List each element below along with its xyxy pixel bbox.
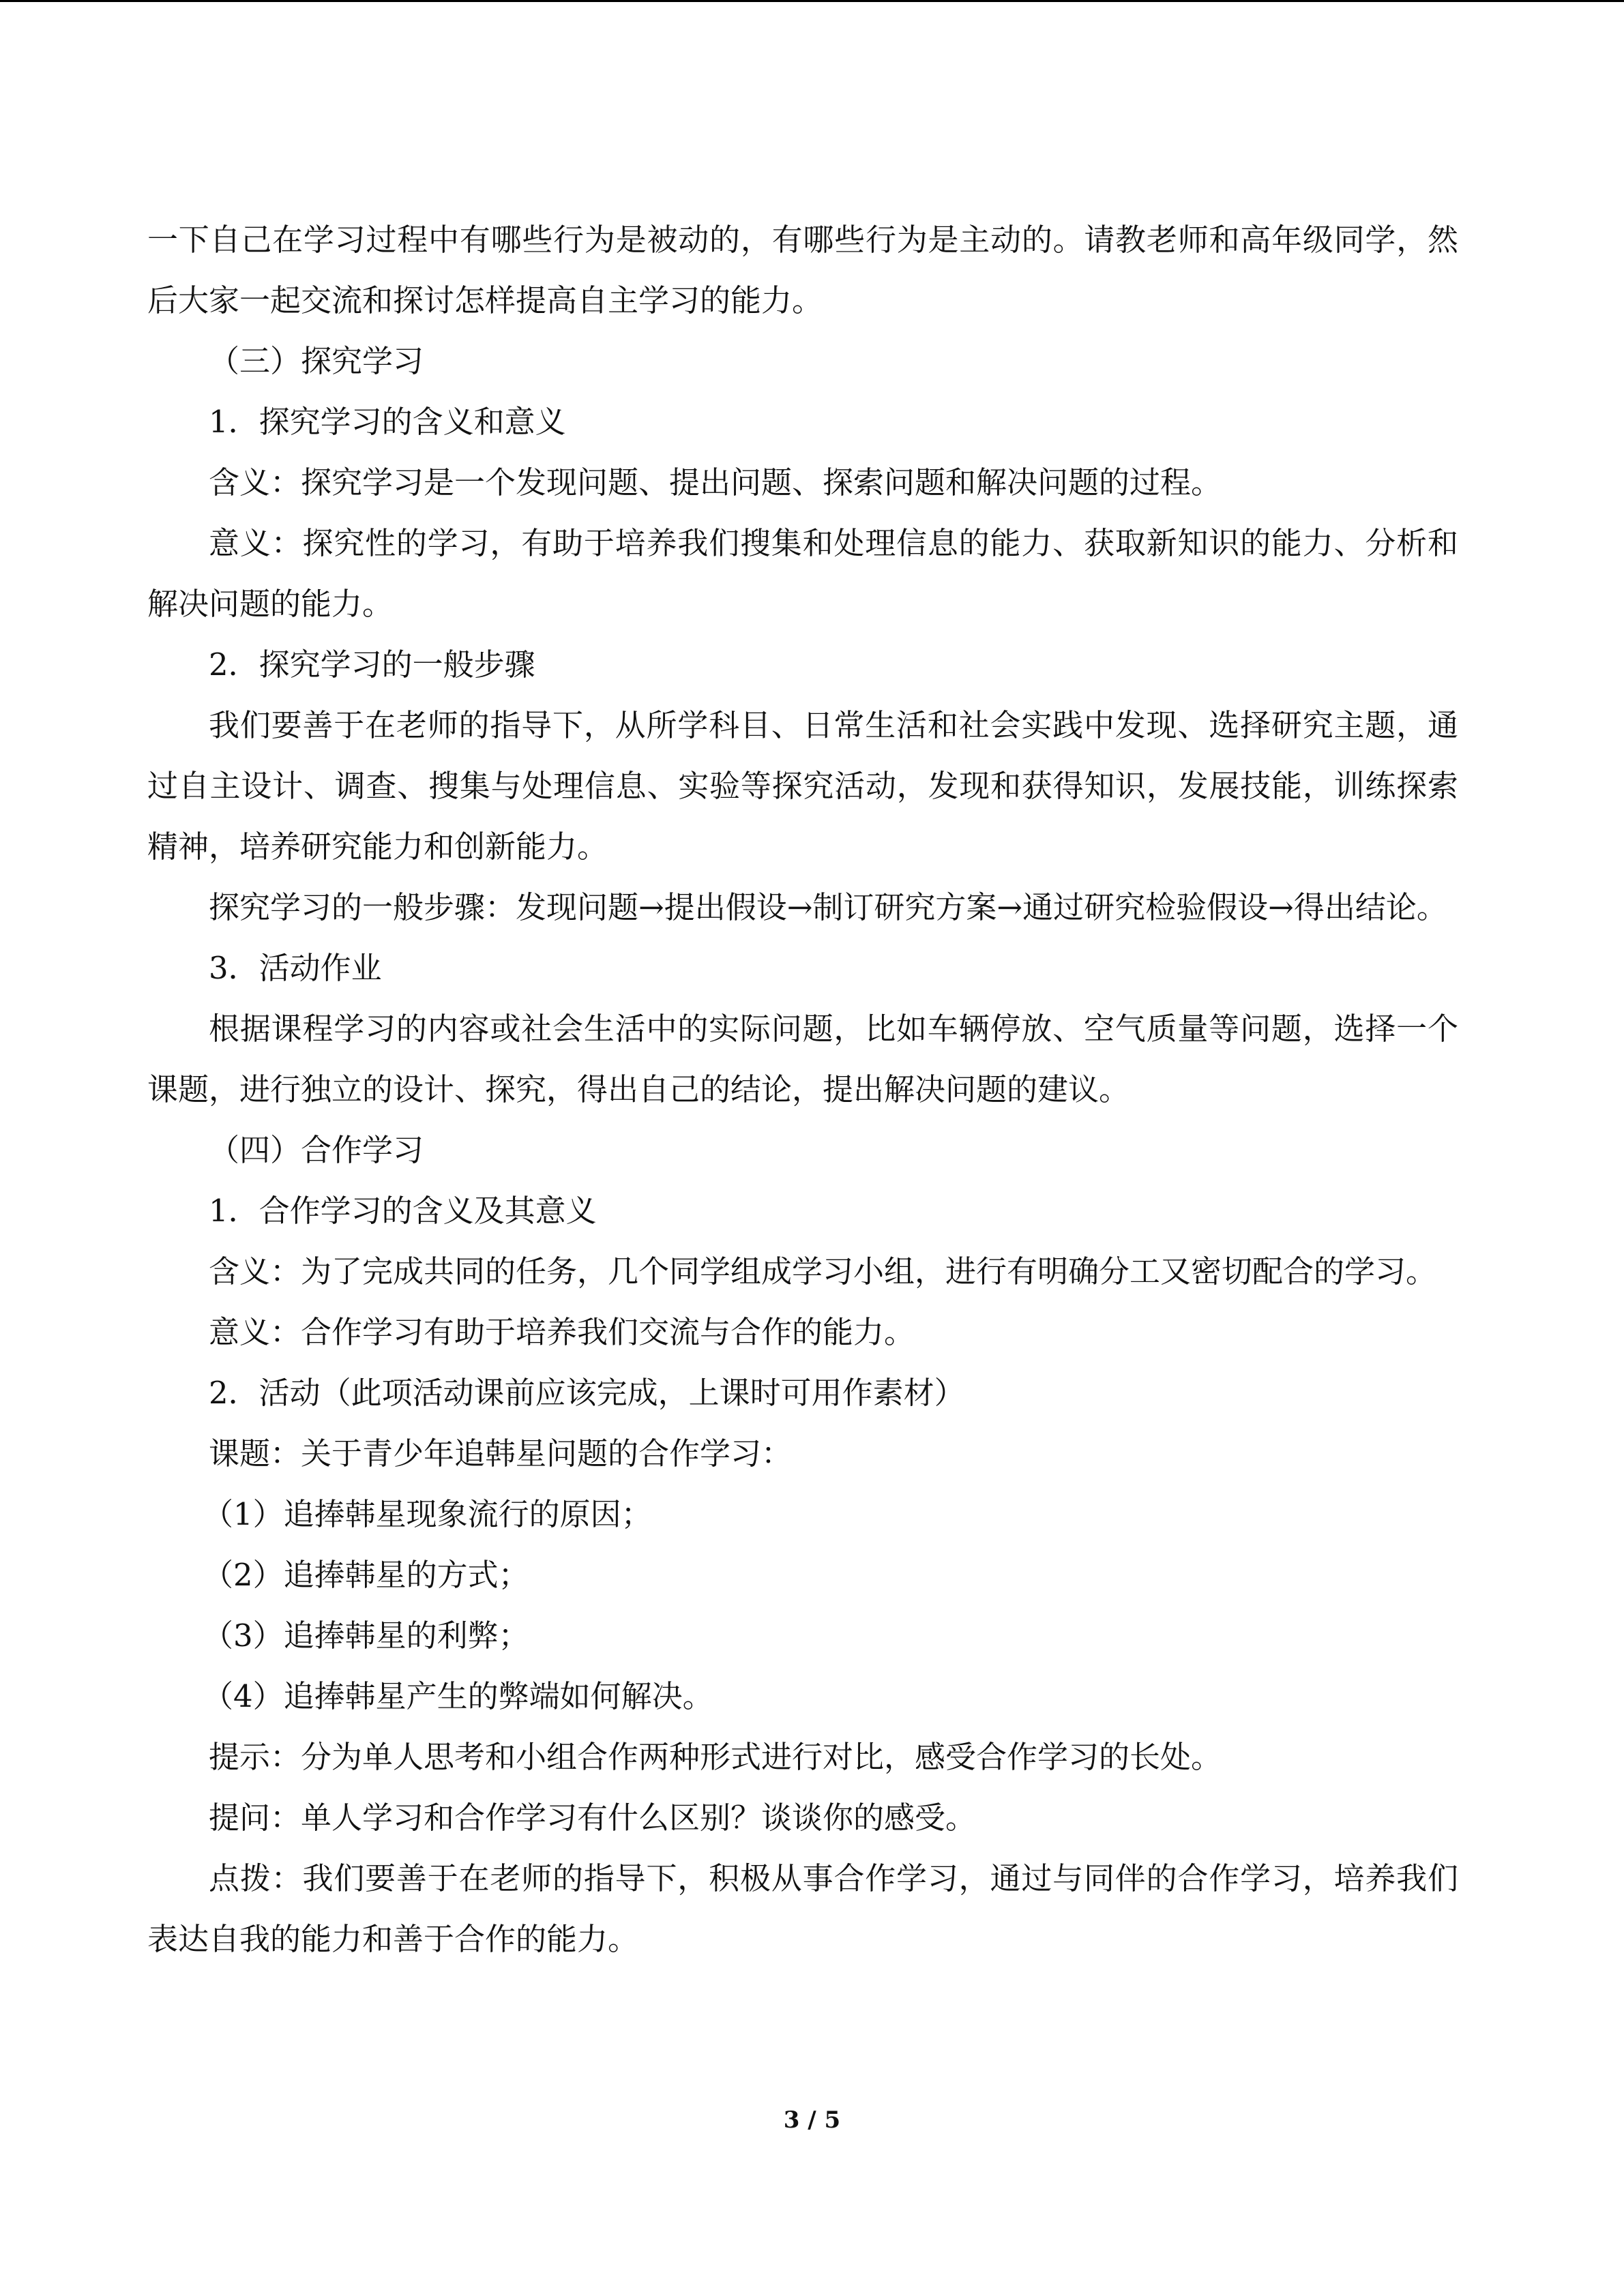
list-item: （2）追捧韩星的方式； — [203, 1557, 529, 1593]
subheading-inquiry-meaning: 1．探究学习的含义和意义 — [209, 404, 566, 440]
paragraph-inquiry-significance: 意义：探究性的学习，有助于培养我们搜集和处理信息的能力、获取新知识的能力、分析和解决问题的能力。 — [147, 525, 1458, 622]
subheading-inquiry-steps: 2．探究学习的一般步骤 — [209, 646, 535, 683]
page-number: 3 / 5 — [783, 2106, 841, 2134]
subheading-cooperative-meaning: 1．合作学习的含义及其意义 — [209, 1193, 597, 1229]
paragraph-guidance: 点拨：我们要善于在老师的指导下，积极从事合作学习，通过与同伴的合作学习，培养我们表达自我的能力和善于合作的能力。 — [147, 1860, 1458, 1957]
subheading-activity: 2．活动（此项活动课前应该完成，上课时可用作素材） — [209, 1375, 965, 1411]
list-item: （1）追捧韩星现象流行的原因； — [203, 1496, 652, 1532]
section-heading-cooperative-learning: （四）合作学习 — [209, 1132, 424, 1168]
list-item: （4）追捧韩星产生的弊端如何解决。 — [203, 1678, 713, 1714]
paragraph-cooperative-significance: 意义：合作学习有助于培养我们交流与合作的能力。 — [209, 1314, 915, 1350]
paragraph-inquiry-guidance: 我们要善于在老师的指导下，从所学科目、日常生活和社会实践中发现、选择研究主题，通过自主设计、调查、搜集与处理信息、实验等探究活动，发现和获得知识，发展技能，训练探索精神，培养研究能力和创新能力。 — [147, 707, 1458, 865]
subheading-activity-assignment: 3．活动作业 — [209, 950, 382, 986]
document-body — [147, 209, 1458, 1969]
paragraph-hint: 提示：分为单人思考和小组合作两种形式进行对比，感受合作学习的长处。 — [209, 1739, 1222, 1775]
paragraph-inquiry-step-sequence: 探究学习的一般步骤：发现问题→提出假设→制订研究方案→通过研究检验假设→得出结论。 — [209, 889, 1447, 925]
paragraph-continuation: 一下自己在学习过程中有哪些行为是被动的，有哪些行为是主动的。请教老师和高年级同学，然后大家一起交流和探讨怎样提高自主学习的能力。 — [147, 222, 1458, 318]
paragraph-inquiry-definition: 含义：探究学习是一个发现问题、提出问题、探索问题和解决问题的过程。 — [209, 464, 1222, 501]
paragraph-activity-assignment: 根据课程学习的内容或社会生活中的实际问题，比如车辆停放、空气质量等问题，选择一个课题，进行独立的设计、探究，得出自己的结论，提出解决问题的建议。 — [147, 1011, 1458, 1107]
list-item: （3）追捧韩星的利弊； — [203, 1617, 529, 1654]
paragraph-question: 提问：单人学习和合作学习有什么区别？谈谈你的感受。 — [209, 1800, 977, 1836]
paragraph-cooperative-definition: 含义：为了完成共同的任务，几个同学组成学习小组，进行有明确分工又密切配合的学习。 — [209, 1253, 1437, 1289]
paragraph-topic: 课题：关于青少年追韩星问题的合作学习： — [209, 1435, 793, 1472]
section-heading-inquiry-learning: （三）探究学习 — [209, 343, 424, 379]
